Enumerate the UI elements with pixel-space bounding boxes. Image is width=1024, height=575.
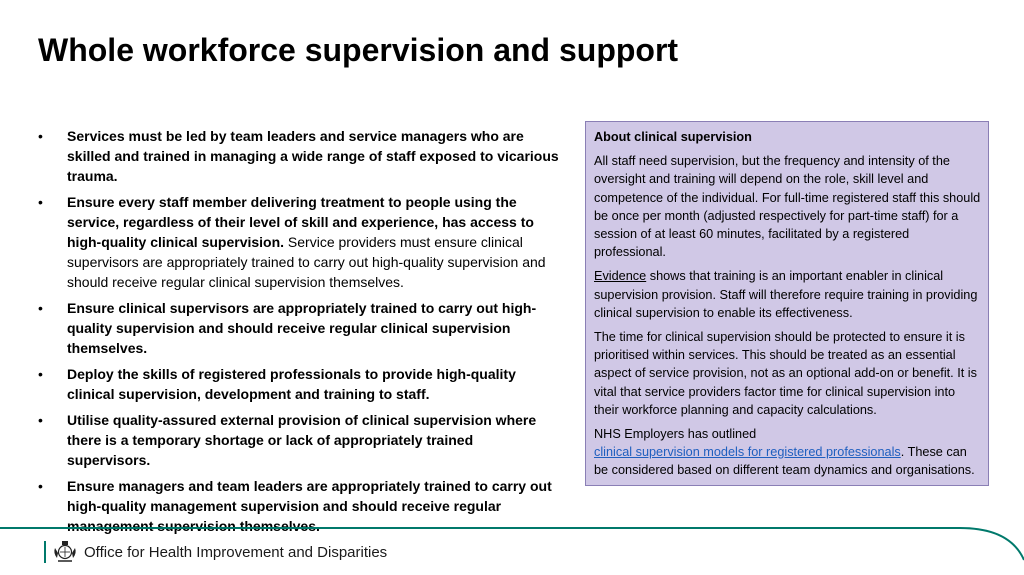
bullet-bold-text: Deploy the skills of registered professionals to provide high-quality clinical supervision, development and training to staff.: [67, 366, 516, 402]
panel-paragraph: All staff need supervision, but the frequency and intensity of the oversight and training will depend on the role, skill level and competence of the individual. For full-time registered staff this should be once per month (adjusted respectively for part-time staff) for a session of at least 60 minutes, facilitated by a registered professional.: [594, 154, 981, 260]
panel-text: NHS Employers has outlined: [594, 427, 757, 442]
footer-logo: [44, 540, 387, 564]
bullet-marker: •: [38, 300, 43, 316]
panel-paragraph: [594, 425, 981, 480]
organisation-name: Office for Health Improvement and Disparities: [84, 543, 388, 561]
bullet-marker: •: [38, 194, 43, 210]
bullet-bold-text: Ensure every staff member delivering treatment to people using the service, regardless of their level of skill and experience, has access to high-quality clinical supervision.: [67, 194, 534, 250]
bullet-marker: •: [38, 128, 43, 144]
list-item: [38, 192, 560, 292]
bullet-marker: •: [38, 412, 43, 428]
footer-divider: [44, 541, 46, 563]
clinical-supervision-panel: [585, 121, 989, 486]
bullet-bold-text: Services must be led by team leaders and service managers who are skilled and trained in managing a wide range of staff exposed to vicarious trauma.: [67, 128, 559, 184]
list-item: [38, 476, 560, 536]
evidence-link[interactable]: Evidence: [594, 269, 647, 284]
list-item: [38, 126, 560, 186]
list-item: [38, 410, 560, 470]
panel-paragraph: [594, 267, 981, 322]
panel-text: shows that training is an important enabler in clinical supervision provision. Staff will therefore require training in providing clinical supervision to enable its effectiveness.: [594, 269, 978, 320]
panel-paragraph: The time for clinical supervision should be protected to ensure it is prioritised within services. This should be treated as an essential aspect of service provision, not as an optional add-on or benefit. It is vital that service providers factor time for clinical supervision into their workforce planning and capacity calculations.: [594, 330, 977, 417]
bullet-text: Service providers must ensure clinical supervisors are appropriately trained to carry out high-quality supervision and should receive regular clinical supervision themselves.: [67, 234, 546, 290]
panel-text: . These can be considered based on different team dynamics and organisations.: [594, 445, 975, 478]
list-item: [38, 364, 560, 404]
bullet-list: [38, 126, 560, 542]
bullet-marker: •: [38, 366, 43, 382]
bullet-bold-text: Ensure managers and team leaders are appropriately trained to carry out high-quality management supervision and should receive regular management supervision themselves.: [67, 478, 552, 534]
panel-heading: About clinical supervision: [594, 130, 752, 144]
clinical-supervision-models-link[interactable]: clinical supervision models for registered professionals: [594, 445, 901, 460]
royal-crest-icon: [52, 540, 78, 564]
bullet-bold-text: Ensure clinical supervisors are appropriately trained to carry out high-quality supervision and should receive regular clinical supervision themselves.: [67, 300, 537, 356]
list-item: [38, 298, 560, 358]
page-title: Whole workforce supervision and support: [38, 32, 679, 68]
bullet-bold-text: Utilise quality-assured external provision of clinical supervision where there is a temporary shortage or lack of appropriately trained supervisors.: [67, 412, 537, 468]
bullet-marker: •: [38, 478, 43, 494]
